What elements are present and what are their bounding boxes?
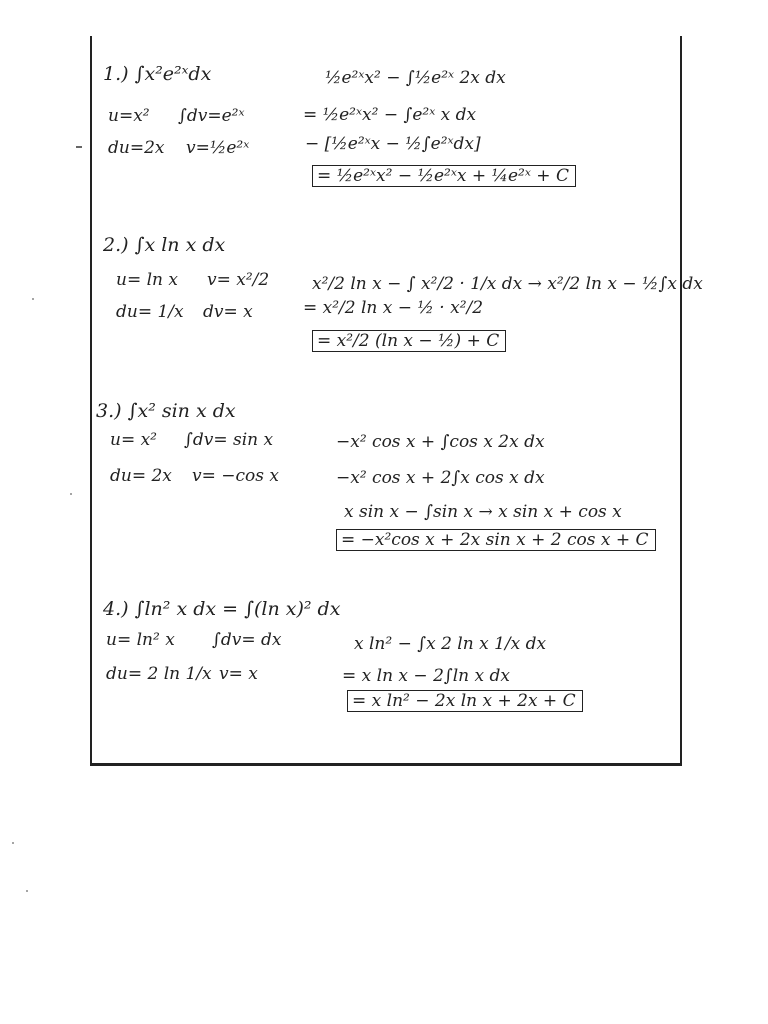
problem-1-v: v=½e²ˣ [186, 138, 250, 158]
problem-1-step-1: ½e²ˣx² − ∫½e²ˣ 2x dx [325, 68, 506, 88]
problem-3-dv: ∫dv= sin x [184, 430, 274, 450]
problem-4-du: du= 2 ln 1/x [106, 664, 212, 684]
problem-4-u: u= ln² x [106, 630, 175, 650]
problem-3-u: u= x² [110, 430, 157, 450]
problem-2-v: v= x²/2 [207, 270, 270, 290]
problem-4-dv: ∫dv= dx [212, 630, 282, 650]
problem-2-answer: = x²/2 (ln x − ½) + C [312, 330, 506, 352]
problem-3-step-2: −x² cos x + 2∫x cos x dx [336, 468, 545, 488]
problem-3-step-3: x sin x − ∫sin x → x sin x + cos x [344, 502, 622, 522]
problem-3-statement: 3.) ∫x² sin x dx [96, 400, 236, 422]
problem-4-v: v= x [219, 664, 258, 684]
scan-mark [12, 842, 14, 844]
problem-2-dv: dv= x [203, 302, 253, 322]
problem-4-answer: = x ln² − 2x ln x + 2x + C [347, 690, 583, 712]
problem-4-step-1: x ln² − ∫x 2 ln x 1/x dx [354, 634, 547, 654]
problem-1-du: du=2x [108, 138, 165, 158]
scan-mark [76, 146, 82, 148]
scan-mark [32, 298, 34, 300]
problem-2-step-2: = x²/2 ln x − ½ · x²/2 [303, 298, 484, 318]
problem-1-dv: ∫dv=e²ˣ [178, 106, 245, 126]
problem-3-answer: = −x²cos x + 2x sin x + 2 cos x + C [336, 529, 656, 551]
problem-1-statement: 1.) ∫x²e²ˣdx [103, 63, 212, 85]
problem-4-statement: 4.) ∫ln² x dx = ∫(ln x)² dx [103, 598, 341, 620]
problem-1-u: u=x² [108, 106, 150, 126]
problem-2-statement: 2.) ∫x ln x dx [103, 234, 226, 256]
problem-3-v: v= −cos x [192, 466, 279, 486]
problem-2-du: du= 1/x [116, 302, 184, 322]
problem-4-step-2: = x ln x − 2∫ln x dx [342, 666, 510, 686]
scan-mark [70, 493, 72, 495]
scan-mark [26, 890, 28, 892]
problem-3-step-1: −x² cos x + ∫cos x 2x dx [336, 432, 545, 452]
problem-2-step-1: x²/2 ln x − ∫ x²/2 · 1/x dx → x²/2 ln x − ½∫x dx [312, 274, 703, 294]
problem-3-du: du= 2x [110, 466, 172, 486]
problem-1-answer: = ½e²ˣx² − ½e²ˣx + ¼e²ˣ + C [312, 165, 576, 187]
problem-2-u: u= ln x [116, 270, 178, 290]
problem-1-step-2: = ½e²ˣx² − ∫e²ˣ x dx [303, 105, 477, 125]
problem-1-step-3: − [½e²ˣx − ½∫e²ˣdx] [305, 134, 481, 154]
